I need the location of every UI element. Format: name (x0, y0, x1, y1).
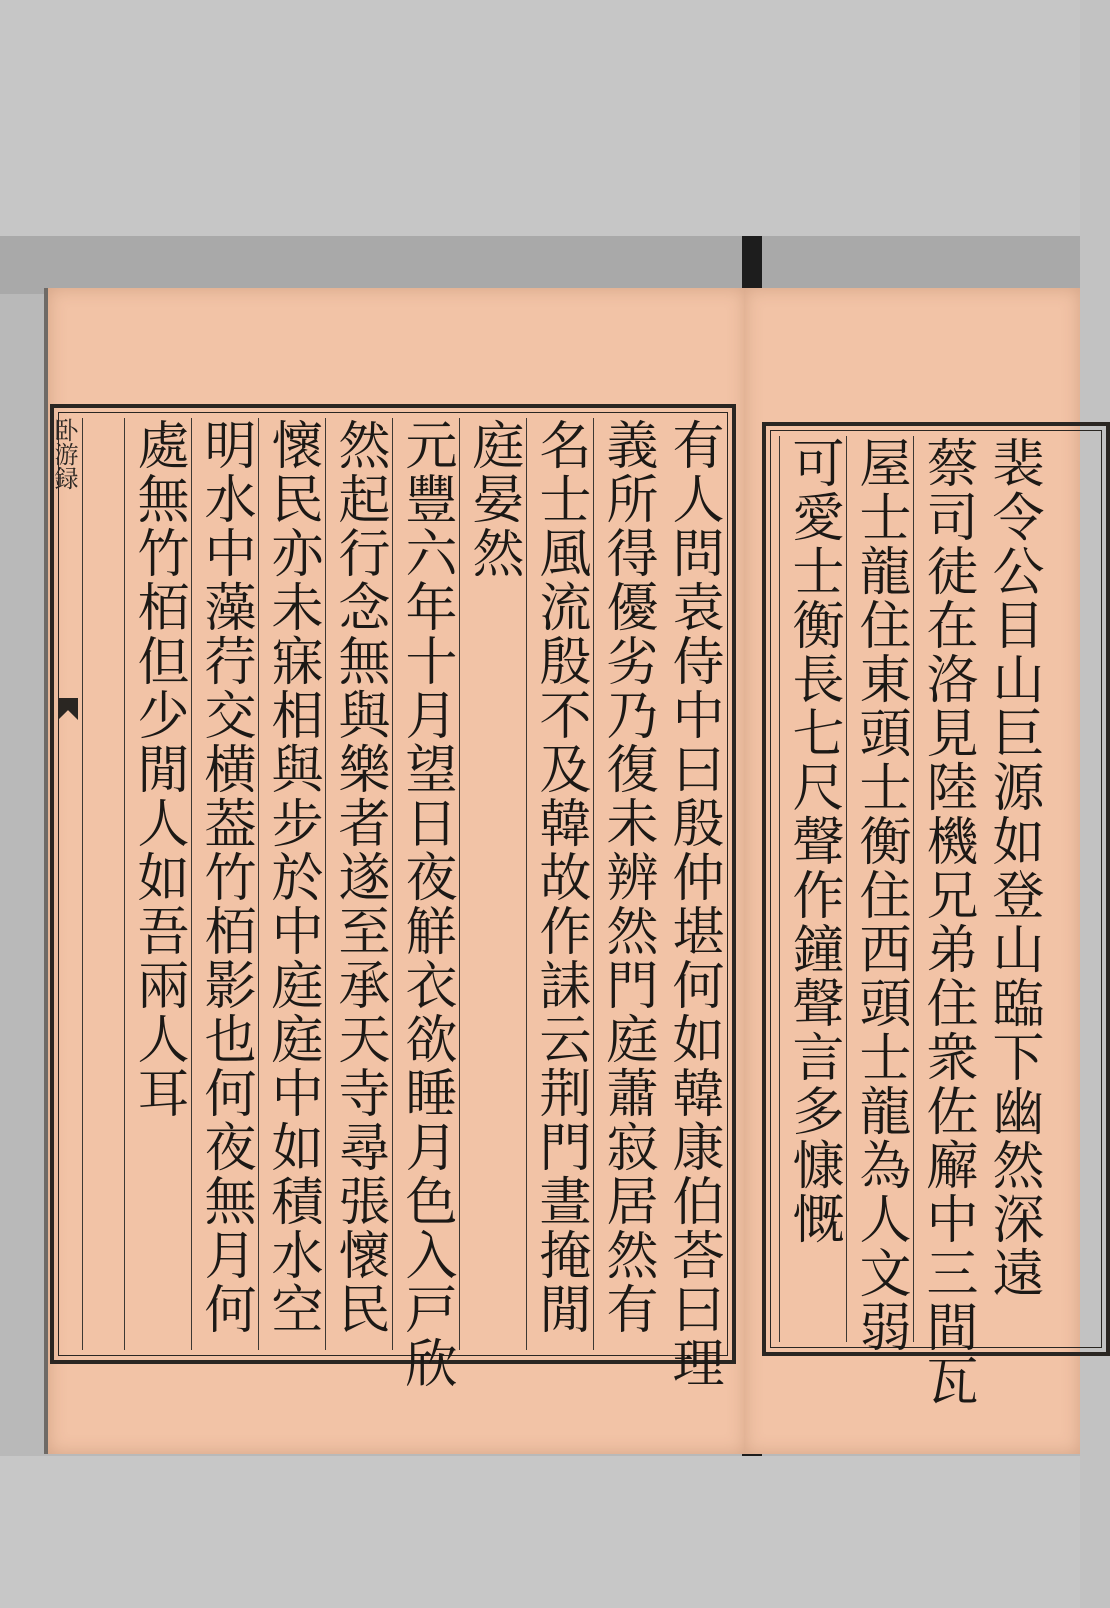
text-column: 有人問袁侍中曰殷仲堪何如韓康伯荅曰理 (663, 418, 723, 1390)
text-column: 然起行念無與樂者遂至承天寺尋張懷民 (325, 418, 392, 1350)
backdrop-top (0, 0, 1080, 236)
text-column: 明水中藻荇交横葢竹栢影也何夜無月何 (191, 418, 258, 1350)
book-back-cover (0, 236, 1080, 294)
text-column: 義所得優劣乃復未辨然門庭蕭寂居然有 (593, 418, 660, 1350)
left-page (44, 288, 746, 1454)
text-column: 蔡司徒在洛見陸機兄弟住衆佐廨中三間瓦 (913, 436, 980, 1342)
text-column: 庭晏然 (459, 418, 526, 1350)
text-column: 元豐六年十月望日夜觧衣欲睡月色入戸欣 (392, 418, 459, 1350)
text-column: 裴令公目山巨源如登山臨下幽然深遠 (983, 436, 1043, 1300)
text-column: 屋士龍住東頭士衡住西頭士龍為人文弱 (846, 436, 913, 1342)
left-text-frame (50, 404, 736, 1390)
text-column: 名士風流殷不及韓故作誄云荆門晝掩閒 (526, 418, 593, 1350)
text-column: 可愛士衡長七尺聲作鐘聲言多慷慨 (779, 436, 846, 1342)
right-text-frame (762, 422, 1110, 1408)
backdrop-bottom (0, 1456, 1080, 1608)
right-page (744, 288, 1080, 1454)
text-column: 懷民亦未寐相與步於中庭庭中如積水空 (258, 418, 325, 1350)
margin-title: 卧游録 (54, 418, 83, 1350)
text-column: 處無竹栢但少閒人如吾兩人耳 (124, 418, 191, 1350)
